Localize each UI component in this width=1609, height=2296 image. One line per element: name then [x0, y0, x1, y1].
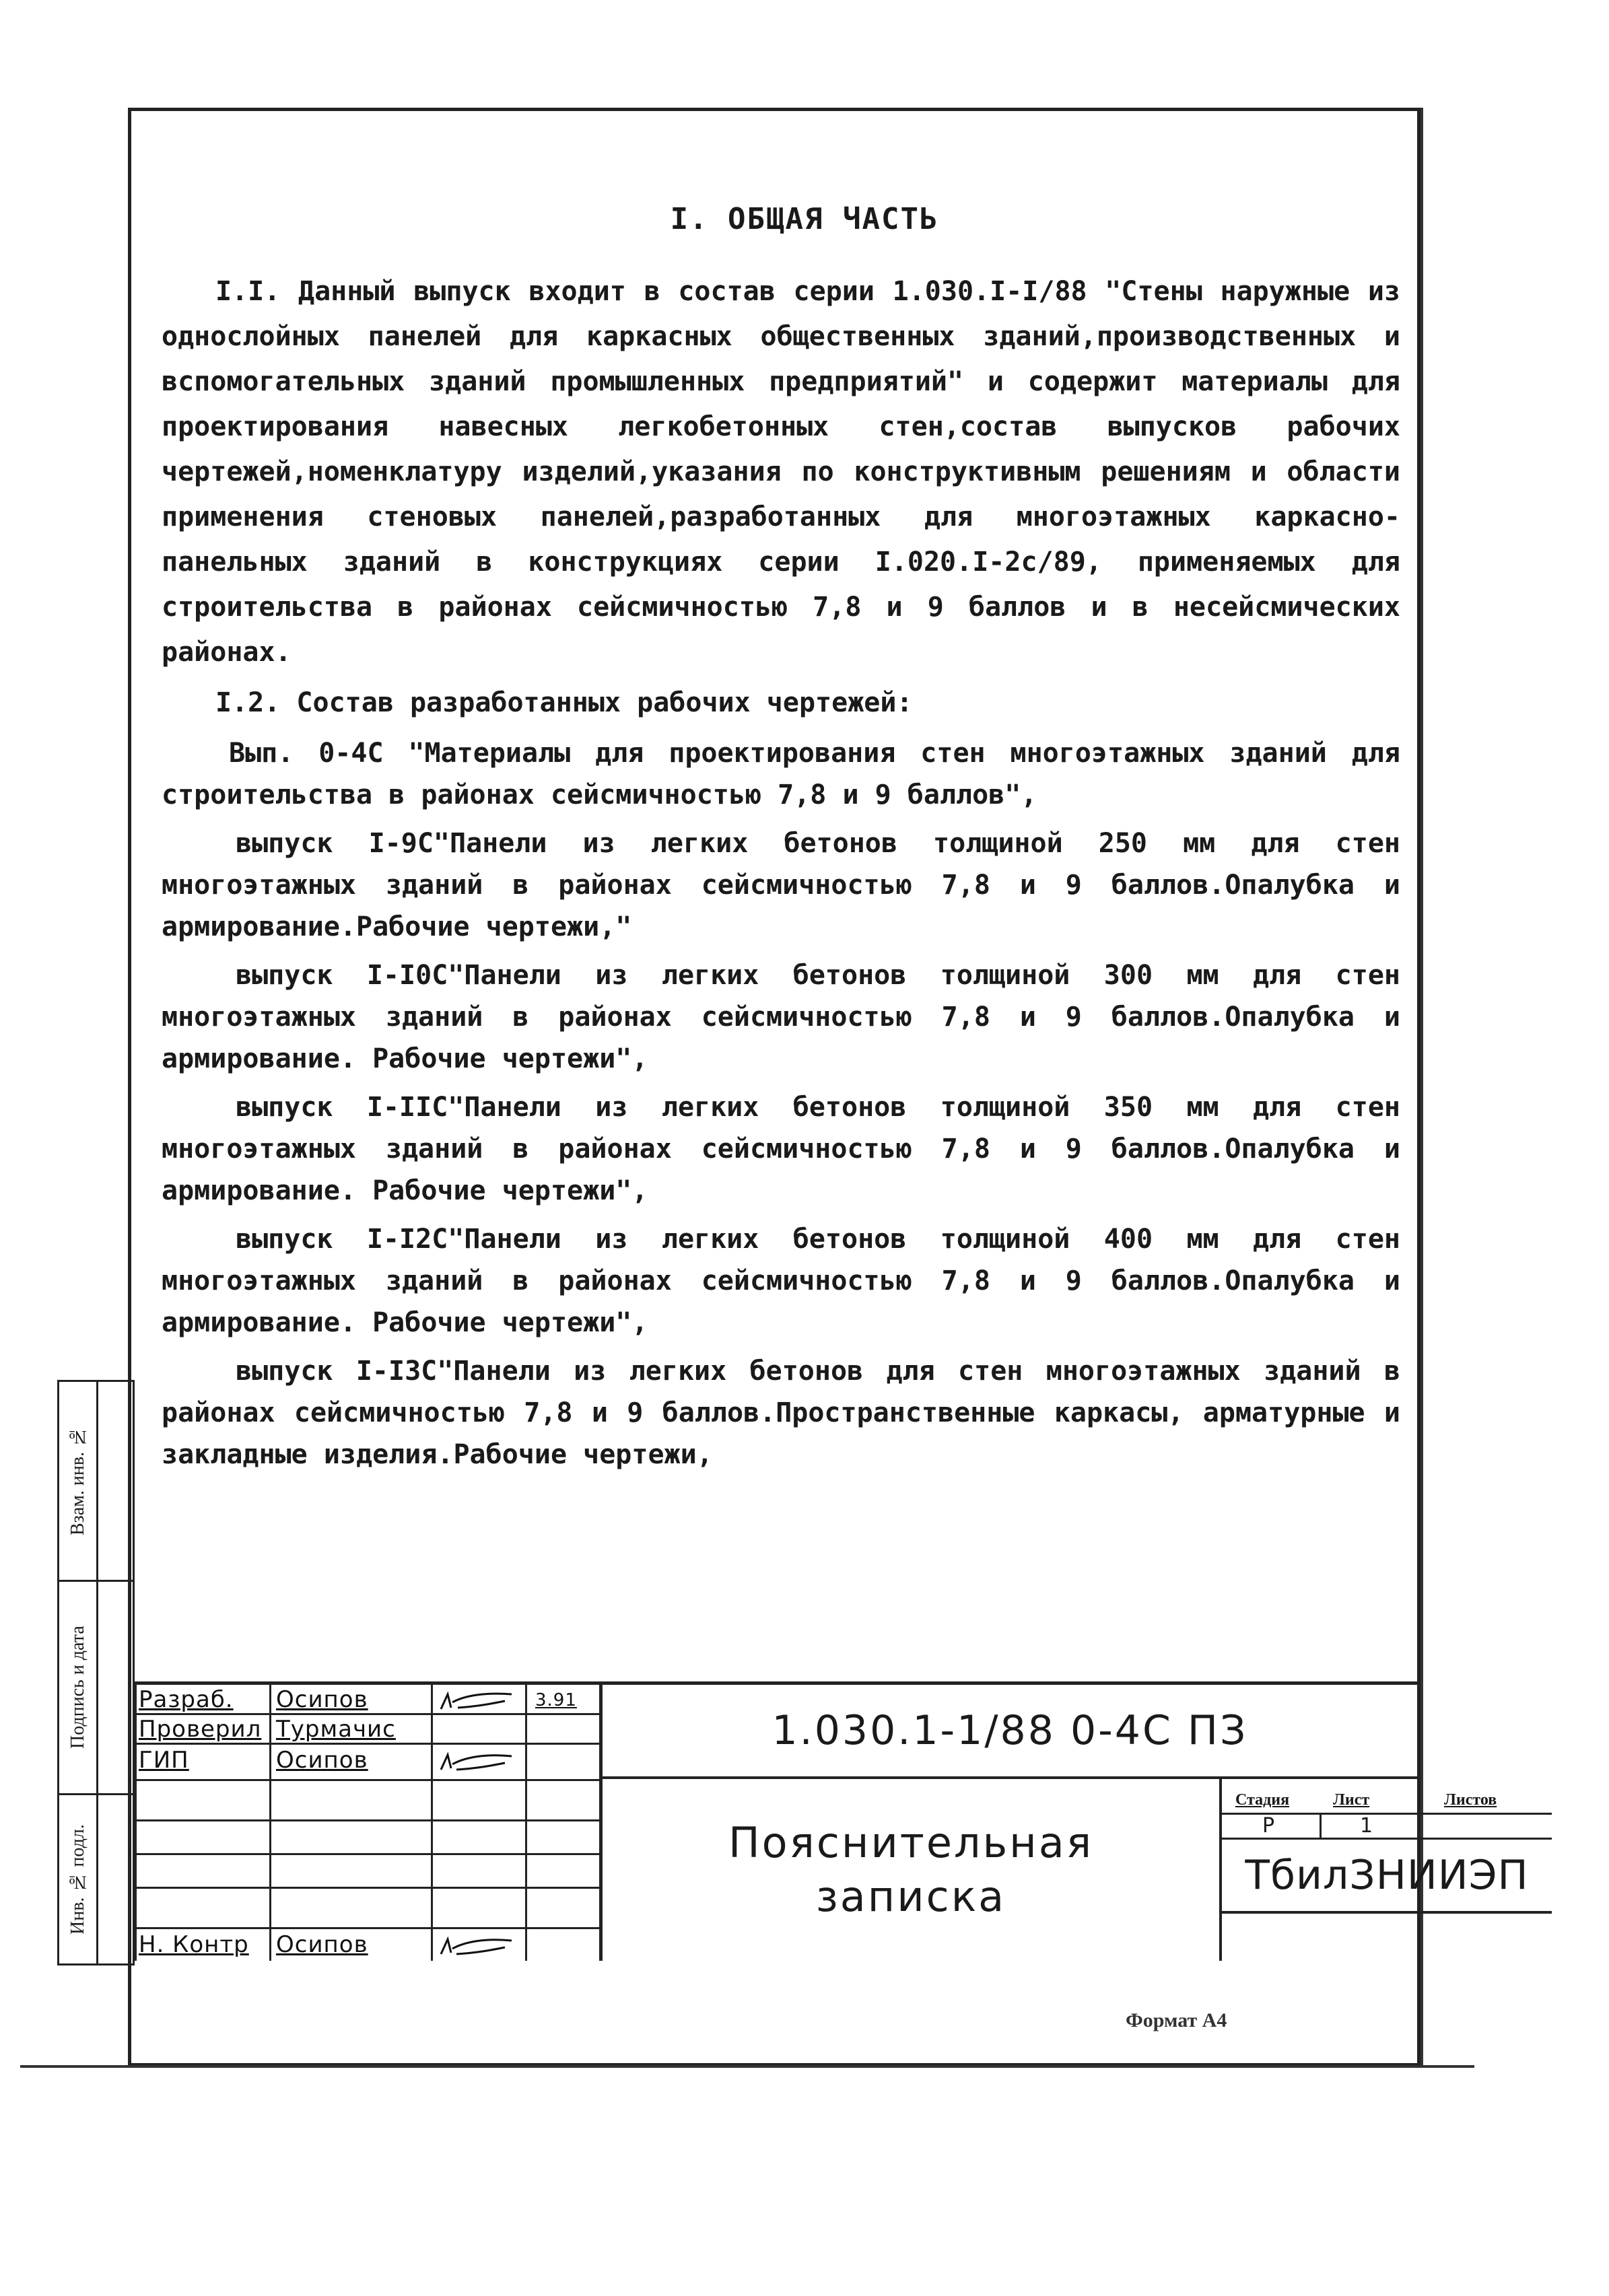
sheets-label: Листов	[1444, 1791, 1497, 1809]
signature-norm-control	[438, 1934, 518, 1958]
paragraph-1-1: I.I. Данный выпуск входит в состав серии 1.030.I-I/88 "Стены наружные из однослойных панелей для каркасных общественных зданий,производственных и вспомогательных зданий промышленных предприятий" и содержит материалы для проектирования навесных легкобетонных стен,состав выпусков рабочих чертежей,номенклатуру изделий,указания по конструктивным решениям и области применения стеновых панелей,разработанных для многоэтажных каркасно-панельных зданий в конструкциях серии I.020.I-2с/89, применяемых для строительства в районах сейсмичностью 7,8 и 9 баллов и в несейсмических районах.	[162, 276, 1400, 668]
name-norm-control: Осипов	[276, 1931, 368, 1958]
section-title: I. ОБЩАЯ ЧАСТЬ	[670, 202, 939, 236]
stage-value: Р	[1262, 1814, 1275, 1838]
list-item: выпуск I-I3С"Панели из легких бетонов для стен многоэтажных зданий в районах сейсмичностью 7,8 и 9 баллов.Пространственные каркасы, арматурные и закладные изделия.Рабочие чертежи,	[162, 1356, 1400, 1470]
stage-sheet-area	[1222, 1779, 1552, 1961]
side-cell-inventory	[57, 1793, 135, 1965]
side-label-signature: Подпись и дата	[67, 1626, 88, 1749]
page-bottom-rule	[20, 2065, 1474, 2068]
paragraph-1-2: I.2. Состав разработанных рабочих чертежей:	[215, 687, 913, 718]
document-code: 1.030.1-1/88 0-4С ПЗ	[772, 1707, 1248, 1754]
list-item: выпуск I-9С"Панели из легких бетонов толщиной 250 мм для стен многоэтажных зданий в районах сейсмичностью 7,8 и 9 баллов.Опалубка и армирование.Рабочие чертежи,"	[162, 828, 1400, 942]
title-block-grid	[135, 1685, 599, 1961]
organization-name: ТбилЗНИИЭП	[1245, 1852, 1529, 1899]
list-item: выпуск I-I2С"Панели из легких бетонов толщиной 400 мм для стен многоэтажных зданий в районах сейсмичностью 7,8 и 9 баллов.Опалубка и армирование. Рабочие чертежи",	[162, 1224, 1400, 1338]
document-title-cell	[603, 1779, 1222, 1961]
side-cell-signature	[57, 1580, 135, 1795]
role-developer: Разраб.	[139, 1686, 234, 1713]
sheet-value: 1	[1360, 1814, 1373, 1838]
side-label-inventory: Инв. № подл.	[67, 1824, 88, 1935]
title-block	[135, 1681, 1529, 1961]
list-item: выпуск I-IIС"Панели из легких бетонов толщиной 350 мм для стен многоэтажных зданий в районах сейсмичностью 7,8 и 9 баллов.Опалубка и армирование. Рабочие чертежи",	[162, 1092, 1400, 1206]
name-checker: Турмачис	[276, 1716, 396, 1743]
sheet-label: Лист	[1333, 1791, 1370, 1809]
document-title-line-1: Пояснительная	[728, 1818, 1094, 1867]
frame-edge	[1420, 108, 1427, 2066]
signature-developer	[438, 1689, 518, 1713]
signature-chief-engineer	[438, 1749, 518, 1774]
name-chief-engineer: Осипов	[276, 1747, 368, 1774]
stage-label: Стадия	[1235, 1791, 1290, 1809]
list-item: выпуск I-I0С"Панели из легких бетонов толщиной 300 мм для стен многоэтажных зданий в районах сейсмичностью 7,8 и 9 баллов.Опалубка и армирование. Рабочие чертежи",	[162, 960, 1400, 1074]
side-stamp-strip	[57, 1380, 135, 1965]
side-label-replace: Взам. инв. №	[67, 1426, 88, 1536]
side-cell-replace	[57, 1380, 135, 1582]
organization-cell	[1222, 1840, 1552, 1914]
name-developer: Осипов	[276, 1686, 368, 1713]
document-code-cell	[603, 1685, 1417, 1779]
document-title-line-2: записка	[815, 1872, 1006, 1921]
date-developer: 3.91	[535, 1690, 577, 1710]
format-label: Формат А4	[1126, 2009, 1227, 2031]
document-body	[162, 269, 1400, 1475]
role-checker: Проверил	[139, 1716, 262, 1743]
role-norm-control: Н. Контр	[139, 1931, 249, 1958]
role-chief-engineer: ГИП	[139, 1747, 189, 1774]
list-item: Вып. 0-4С "Материалы для проектирования стен многоэтажных зданий для строительства в районах сейсмичностью 7,8 и 9 баллов",	[162, 738, 1400, 810]
